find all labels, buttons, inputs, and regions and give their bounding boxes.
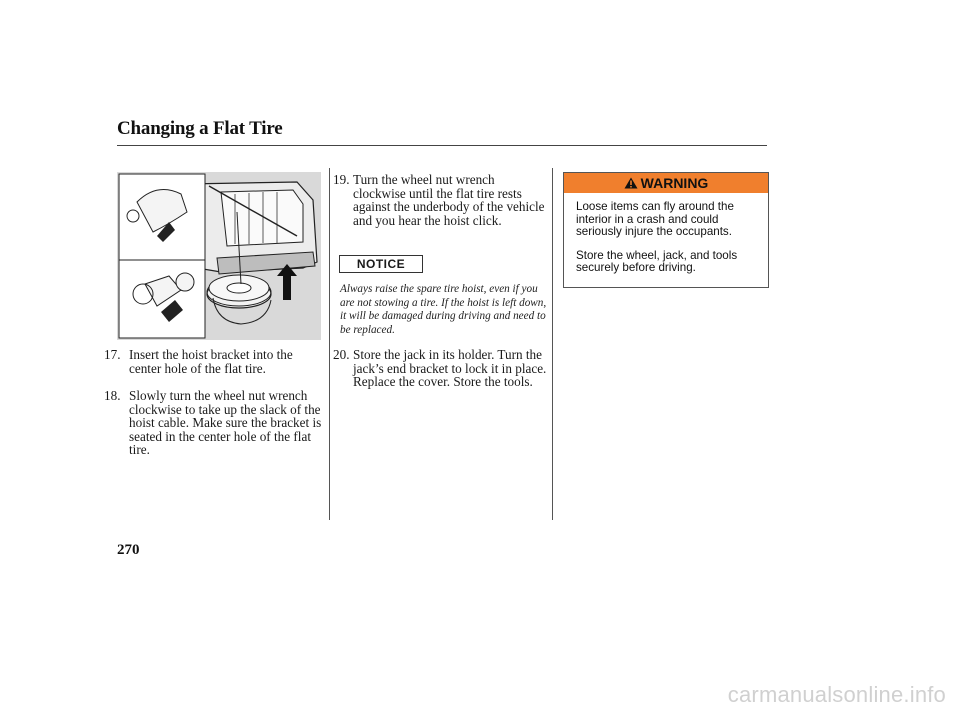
hoist-diagram-icon [117,172,321,340]
step-number: 20. [333,347,350,362]
step-19 [333,173,548,227]
page-number: 270 [117,542,140,558]
notice-text: Always raise the spare tire hoist, even if you are not stowing a tire. If the hoist is left down, it will be damaged during driving and need to be replaced. [340,283,547,336]
step-17 [104,348,324,375]
step-number: 18. [104,388,121,403]
step-text: Turn the wheel nut wrench clockwise until the flat tire rests against the underbody of the vehicle and you hear the hoist click. [353,172,545,228]
step-number: 17. [104,347,121,362]
step-18 [104,389,324,457]
step-number: 19. [333,172,350,187]
warning-label: WARNING [640,175,709,191]
hoist-illustration [117,172,321,340]
column-divider-left [329,168,330,520]
warning-triangle-icon [624,177,638,189]
step-text: Slowly turn the wheel nut wrench clockwise to take up the slack of the hoist cable. Make sure the bracket is seated in the center hole of the flat tire. [129,388,322,458]
title-divider [117,145,767,146]
warning-header [564,173,768,193]
column-divider-right [552,168,553,520]
watermark: carmanualsonline.info [727,682,946,707]
warning-paragraph: Store the wheel, jack, and tools securely before driving. [576,248,738,275]
warning-box [563,172,769,288]
step-text: Store the jack in its holder. Turn the jack’s end bracket to lock it in place. Replace the cover. Store the tools. [353,347,547,390]
step-text: Insert the hoist bracket into the center hole of the flat tire. [129,347,293,376]
step-20 [333,348,548,389]
warning-paragraph: Loose items can fly around the interior in a crash and could seriously injure the occupants. [576,200,734,239]
warning-body [564,193,768,275]
notice-badge: NOTICE [339,255,423,273]
page-title: Changing a Flat Tire [117,118,283,139]
